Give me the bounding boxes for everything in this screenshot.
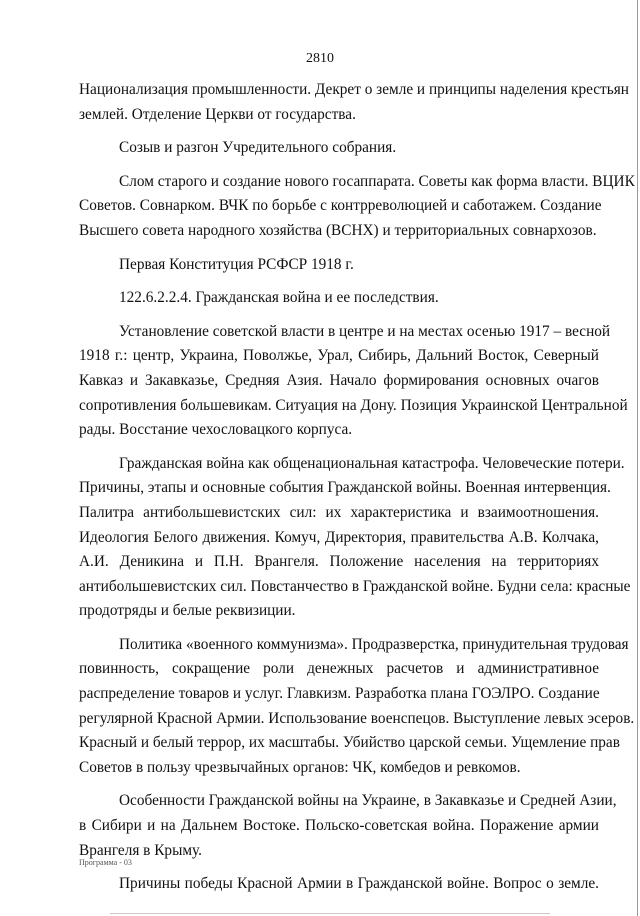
footer-note: Программа - 03 — [79, 858, 132, 867]
text-line: Гражданская война как общенациональная катастрофа. Человеческие потери. — [119, 454, 625, 472]
text-line: Кавказ и Закавказье, Средняя Азия. Начало формирования основных очагов — [79, 371, 599, 389]
scan-edge-bottom — [110, 913, 550, 914]
text-line: Политика «военного коммунизма». Продразверстка, принудительная трудовая — [119, 635, 629, 653]
text-line: Палитра антибольшевистских сил: их характеристика и взаимоотношения. — [79, 503, 599, 521]
text-line: распределение товаров и услуг. Главкизм. Разработка плана ГОЭЛРО. Создание — [79, 685, 600, 703]
text-line: рады. Восстание чехословацкого корпуса. — [79, 421, 353, 439]
text-line: Красный и белый террор, их масштабы. Убийство царской семьи. Ущемление прав — [79, 734, 620, 752]
text-line: Национализация промышленности. Декрет о земле и принципы наделения крестьян — [79, 81, 629, 98]
text-line: Идеология Белого движения. Комуч, Директория, правительства А.В. Колчака, — [79, 528, 599, 546]
document-body — [79, 78, 635, 897]
text-line: Первая Конституция РСФСР 1918 г. — [119, 255, 354, 273]
text-line: Советов в пользу чрезвычайных органов: ЧК, комбедов и ревкомов. — [79, 758, 521, 776]
text-line: сопротивления большевикам. Ситуация на Дону. Позиция Украинской Центральной — [79, 396, 628, 414]
page-number: 2810 — [306, 51, 334, 66]
text-line: Врангеля в Крыму. — [79, 841, 202, 859]
text-line: 1918 г.: центр, Украина, Поволжье, Урал, Сибирь, Дальний Восток, Северный — [79, 347, 599, 365]
text-line: Причины победы Красной Армии в Гражданской войне. Вопрос о земле. — [119, 875, 599, 893]
text-line: Слом старого и создание нового госаппарата. Советы как форма власти. ВЦИК — [119, 172, 635, 190]
scan-edge-right — [637, 0, 638, 916]
text-line: Установление советской власти в центре и на местах осенью 1917 – весной — [119, 322, 611, 340]
text-line: Советов. Совнарком. ВЧК по борьбе с контрреволюцией и саботажем. Создание — [79, 197, 602, 215]
text-line: А.И. Деникина и П.Н. Врангеля. Положение населения на территориях — [79, 553, 599, 571]
text-line: продотряды и белые реквизиции. — [79, 602, 296, 620]
text-line: Причины, этапы и основные события Гражданской войны. Военная интервенция. — [79, 479, 611, 497]
text-line: повинность, сокращение роли денежных расчетов и административное — [79, 660, 599, 678]
text-line: Высшего совета народного хозяйства (ВСНХ) и территориальных совнархозов. — [79, 221, 597, 239]
text-line: землей. Отделение Церкви от государства. — [79, 105, 356, 123]
text-line: регулярной Красной Армии. Использование военспецов. Выступление левых эсеров. — [79, 709, 635, 727]
text-line: антибольшевистских сил. Повстанчество в Гражданской войне. Будни села: красные — [79, 577, 631, 595]
text-line: Созыв и разгон Учредительного собрания. — [119, 139, 397, 157]
text-line: в Сибири и на Дальнем Востоке. Польско-советская война. Поражение армии — [79, 817, 599, 835]
text-line: Особенности Гражданской войны на Украине, в Закавказье и Средней Азии, — [119, 792, 617, 810]
section-heading: 122.6.2.2.4. Гражданская война и ее последствия. — [119, 289, 439, 307]
